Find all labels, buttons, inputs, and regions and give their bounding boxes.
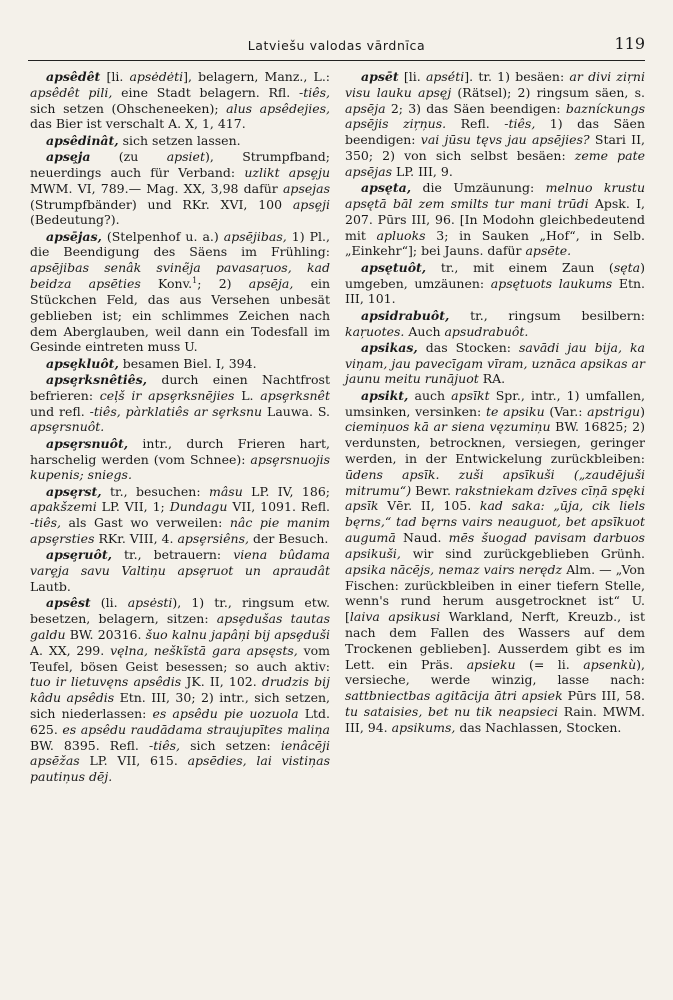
entry-headword: apsȩja (46, 149, 91, 165)
entry-example: apsēte. (525, 243, 572, 259)
entry-text: besamen Biel. I, 394. (118, 355, 257, 371)
entry-example: apsēja (345, 100, 386, 116)
entry-text: Pūrs III, 58. (562, 688, 645, 704)
entry-text: sich setzen: (180, 737, 281, 753)
entry-text: (Strumpfbänder) und RKr. XVI, 100 (30, 196, 293, 212)
entry-text: auch (408, 387, 452, 403)
entry-text: Auch (404, 323, 445, 339)
entry-example: apsēdies, lai vistiņas pautiņus dēj. (30, 753, 330, 785)
entry-text: Stari II, 350; 2) von sich selbst besäen: (345, 132, 645, 164)
entry-text: Bewr. (411, 482, 455, 498)
entry-example: kaŗuotes. (345, 323, 405, 339)
dictionary-entry (30, 69, 330, 132)
entry-text: Lautb. (30, 579, 71, 594)
entry-headword: apsętuôt, (361, 259, 427, 275)
running-title: Latviešu valodas vārdnīca (247, 38, 426, 53)
entry-example: ciemiņuos kā ar siena vęzumiņu (345, 419, 551, 435)
entry-headword: apsēt (361, 69, 399, 84)
entry-text: Ltd. 625. (30, 706, 331, 737)
entry-example: apsīkt (451, 387, 490, 403)
entry-example: -tiês, (298, 84, 330, 100)
entry-text: eine Stadt belagern. Rfl. (112, 84, 299, 100)
entry-text: tr., besuchen: (101, 483, 209, 499)
entry-headword: apsȩrsnuôt, (46, 435, 129, 451)
dictionary-entry (345, 308, 645, 340)
entry-text: intr., durch Frieren hart, harschelig werden (vom Schnee): (30, 435, 330, 467)
entry-text: [li. (100, 69, 130, 84)
entry-example: bazníckungs apsējis ziŗņus. (345, 100, 645, 132)
entry-text: BW. 20316. (65, 626, 146, 642)
entry-example: es apsêdu pie uozuola (152, 706, 299, 721)
entry-text: ) umgeben, umzäunen: (345, 259, 645, 291)
entry-text: JK. II, 102. (181, 674, 262, 690)
entry-text: LP. VII, 615. (79, 753, 188, 769)
entry-text: (Var.: (544, 403, 588, 419)
entry-example: apsējibas senâk svinẽja pavasaŗuos, kad beidza apsēties (30, 260, 330, 292)
entry-example: rakstniekam dzīves cīņā spęki apsīk (345, 482, 645, 514)
page-number: 119 (614, 34, 645, 53)
entry-text: BW. 16825; 2) verdunsten, betrocknen, versiegen, geringer werden, in der Entwickelung zurückbleiben: (345, 419, 645, 466)
entry-headword: apsȩrksnêtiês, (46, 371, 148, 387)
entry-headword: apsêst (46, 595, 91, 611)
entry-example: apsȩrsnuojis kupenis; sniegs. (30, 451, 330, 483)
entry-example: tuo ir lietuvęns apsêdis (30, 674, 182, 690)
entry-text: 2; 3) das Säen beendigen: (385, 100, 566, 116)
entry-headword: apsêdêt (46, 69, 101, 84)
entry-example: mâsu (208, 483, 243, 499)
entry-example: apsȩrksnêt (260, 387, 330, 403)
entry-example: tu sataisies, bet nu tik neapsieci (345, 704, 558, 719)
entry-text: MWM. VI, 789.— Mag. XX, 3,98 dafür (30, 180, 283, 196)
dictionary-entry (30, 372, 330, 435)
entry-headword: apsikas, (361, 339, 418, 355)
entry-text: Rain. MWM. III, 94. (345, 704, 645, 735)
entry-example: apsieku (466, 656, 516, 672)
entry-text: und refl. (30, 403, 90, 419)
dictionary-entry (345, 180, 645, 259)
entry-text: ]. tr. 1) besäen: (464, 69, 570, 84)
dictionary-entry (345, 340, 645, 387)
entry-text: A. XX, 299. (30, 642, 111, 658)
entry-text: RKr. VIII, 4. (94, 531, 178, 547)
entry-text: (zu (90, 149, 167, 165)
entry-example: sattbniectbas agitācija ātri apsiek (345, 688, 563, 704)
entry-text: LP. III, 9. (392, 163, 453, 179)
entry-example: apsudrabuôt. (444, 323, 529, 339)
entry-example: uzlikt apsȩju (244, 164, 330, 180)
entry-headword: apsikt, (361, 387, 409, 403)
entry-example: apsė́ti (425, 69, 465, 84)
dictionary-entry (345, 260, 645, 307)
entry-example: ar divi ziŗni visu lauku apsęj (345, 69, 645, 100)
entry-example: apsenkù (583, 656, 637, 672)
entry-example: apsika nācējs, nemaz vairs nerędz (345, 561, 563, 577)
entry-example: šuo kalnu japâņi bij apsȩduši (145, 626, 331, 642)
entry-example: te apsiku (486, 403, 545, 419)
entry-text: tr., betrauern: (111, 547, 234, 563)
dictionary-entry (30, 149, 330, 228)
entry-text: sich setzen lassen. (118, 132, 241, 148)
entry-headword: apsȩrst, (46, 483, 102, 499)
entry-text: ), 1) tr., ringsum etw. besetzen, belagern, sitzen: (30, 595, 330, 627)
dictionary-entry (30, 133, 330, 149)
entry-text: als Gast wo verweilen: (61, 515, 230, 531)
entry-example: mēs šuogad pavisam darbuos apsikuši, (345, 530, 645, 561)
entry-text: 1) Pl., die Beendigung des Säens im Frühling: (30, 228, 330, 260)
entry-text: (= li. (515, 656, 584, 672)
entry-example: zeme pate apsējas (345, 148, 645, 179)
entry-text: (Rätsel); 2) ringsum säen, s. (451, 84, 645, 100)
entry-example: nâc pie manim apsȩrsties (30, 515, 330, 547)
entry-text: Konv. (140, 276, 193, 292)
entry-text: vom Teufel, bösen Geist besessen; so auch aktiv: (30, 642, 331, 674)
entry-example: -tiês, pàrklatiês ar sȩrksnu (89, 403, 263, 419)
entry-example: apsėsti (127, 595, 173, 611)
entry-example: apsējibas, (223, 228, 287, 244)
entry-example: apsȩji (292, 196, 330, 212)
entry-text: 3; in Sauken „Hof“, in Selb. „Einkehr“]; bei Jauns. dafür (345, 227, 645, 259)
entry-example: apsēja, (248, 276, 294, 292)
entry-example: es apsêdu raudādama straujupītes maliņa (62, 721, 330, 737)
entry-headword: apsējas, (46, 228, 102, 244)
entry-example: apsikums, (391, 719, 456, 735)
entry-text: RA. (478, 371, 506, 387)
entry-text: Apsk. I, 207. Pūrs III, 96. [In Modohn gleichbedeutend mit (345, 196, 645, 243)
entry-example: apsȩrsnuôt. (30, 419, 105, 435)
entry-example: apstrigu (587, 403, 641, 419)
dictionary-entry (30, 484, 330, 547)
entry-example: melnuo krustu apsętā bāl zem smilts tur mani trūdi (345, 180, 645, 211)
entry-example: ūdens apsīk. zuši apsīkuši („zaudējuši mitrumu“) (345, 466, 645, 498)
entry-text: Etn. III, 30; 2) intr., sich setzen, sich niederlassen: (30, 690, 330, 721)
entry-example: sęta (613, 259, 641, 275)
entry-text: Naud. (395, 530, 449, 546)
entry-text: Lauwa. S. (262, 403, 331, 419)
entry-example: apakšzemi (30, 499, 97, 515)
entry-headword: apsidrabuôt, (361, 307, 450, 323)
entry-example: savādi jau bija, ka viņam, jau pavecīgam vīram, uznāca apsikas ar jaunu meitu runājuot (345, 339, 645, 387)
entry-headword: apsȩruôt, (46, 547, 112, 563)
entry-text: Warkland, Nerft, Kreuzb., ist nach dem Fallen des Wassers auf dem Trockenen geblieben]. Ausserdem gibt es im Lett. ein Präs. (345, 609, 645, 672)
entry-text: ), Strumpfband; neuerdings auch für Verband: (30, 149, 330, 180)
entry-headword: apsȩkluôt, (46, 355, 119, 371)
entry-text: ) (640, 403, 645, 419)
entry-text: [li. (398, 69, 426, 84)
entry-text: das Stocken: (417, 339, 519, 355)
entry-example: apsȩdušas tautas galdu (30, 611, 330, 642)
entry-text: sich setzen (Ohscheneeken); (30, 100, 227, 116)
footnote-mark: 1 (192, 275, 198, 285)
entry-example: apluoks (376, 227, 426, 243)
entry-text: das Bier ist verschalt A. X, 1, 417. (30, 116, 246, 132)
entry-example: ceļš ir apsȩrksnējies (99, 387, 235, 403)
entry-text: Etn. III, 101. (345, 275, 646, 307)
entry-example: vai jūsu tęvs jau apsējies? (420, 132, 590, 148)
entry-example: kad saka: „ūja, cik liels bęrns,“ tad bęrns vairs neauguot, bet apsīkuot augumā (345, 498, 646, 546)
entry-text: ), versieche, werde winzig, lasse nach: (345, 656, 645, 688)
entry-text: BW. 8395. Refl. (30, 737, 149, 753)
entry-text: tr., mit einem Zaun ( (426, 259, 614, 275)
entry-text: Spr., intr., 1) umfallen, umsinken, versinken: (345, 387, 645, 419)
entry-example: alus apsêdejies, (226, 100, 331, 116)
entry-example: laiva apsikusi (349, 609, 441, 625)
right-column (345, 69, 645, 736)
left-column (30, 69, 330, 786)
page-header (28, 30, 645, 61)
dictionary-entry (345, 388, 645, 736)
entry-headword: apsęta, (361, 180, 412, 196)
entry-example: apsętuots laukums (490, 275, 613, 291)
entry-example: apsejas (282, 180, 330, 196)
entry-text: ], belagern, Manz., L.: (183, 69, 331, 84)
entry-example: apsiet (166, 149, 205, 165)
entry-example: viena bûdama varȩja savu Valtiņu apsȩruot un apraudât (30, 547, 330, 579)
entry-text: 1) das Säen beendigen: (345, 116, 645, 148)
entry-text: (Stelpenhof u. a.) (101, 228, 224, 244)
entry-example: apsȩrsiêns, (177, 531, 249, 547)
dictionary-entry (30, 547, 330, 594)
entry-text: LP. IV, 186; (242, 483, 330, 499)
dictionary-entry (345, 69, 645, 180)
entry-text: Alm. — „Von Fischen: zurückbleiben in einer tiefern Stelle, wenn's rund herum ausgetrocknet ist“ U. [ (345, 561, 645, 625)
entry-text: Vēr. II, 105. (378, 498, 480, 514)
entry-example: -tiês, (30, 515, 62, 531)
entry-text: (li. (90, 595, 128, 611)
entry-example: apsėdėti (129, 69, 184, 84)
entry-text: ; 2) (197, 276, 249, 292)
dictionary-entry (30, 436, 330, 483)
entry-text: das Nachlassen, Stocken. (455, 719, 622, 735)
entry-example: ienâcēji apsēžas (30, 737, 330, 769)
dictionary-entry (30, 356, 330, 372)
dictionary-entry (30, 229, 330, 356)
entry-text: VII, 1091. Refl. (227, 499, 331, 515)
entry-headword: apsêdinât, (46, 132, 119, 148)
entry-text: ein Stückchen Feld, das aus Versehen unbesät geblieben ist; ein schlimmes Zeichen nach dem Aberglauben, weil dann ein Todesfall im Gesinde eintreten muss U. (30, 276, 331, 355)
entry-example: vęlna, neškĩstā gara apsęsts, (110, 642, 298, 658)
entry-text: die Umzäunung: (411, 180, 546, 196)
entry-text: der Besuch. (248, 531, 329, 547)
entry-example: -tiês, (148, 737, 181, 753)
dictionary-entry (30, 595, 330, 785)
entry-text: durch einen Nachtfrost befrieren: (30, 371, 330, 403)
entry-example: apsêdêt pili, (30, 84, 113, 100)
entry-text: LP. VII, 1; (96, 499, 170, 515)
entry-text: L. (234, 387, 261, 403)
entry-example: Dundagu (169, 499, 228, 515)
entry-example: drudzis bij kâdu apsêdis (30, 674, 330, 706)
entry-example: -tiês, (504, 116, 536, 132)
entry-text: (Bedeutung?). (30, 212, 120, 228)
entry-text: wir sind zurückgeblieben Grünh. (400, 545, 645, 561)
entry-text: Refl. (446, 116, 505, 132)
entry-text: tr., ringsum besilbern: (449, 307, 645, 323)
